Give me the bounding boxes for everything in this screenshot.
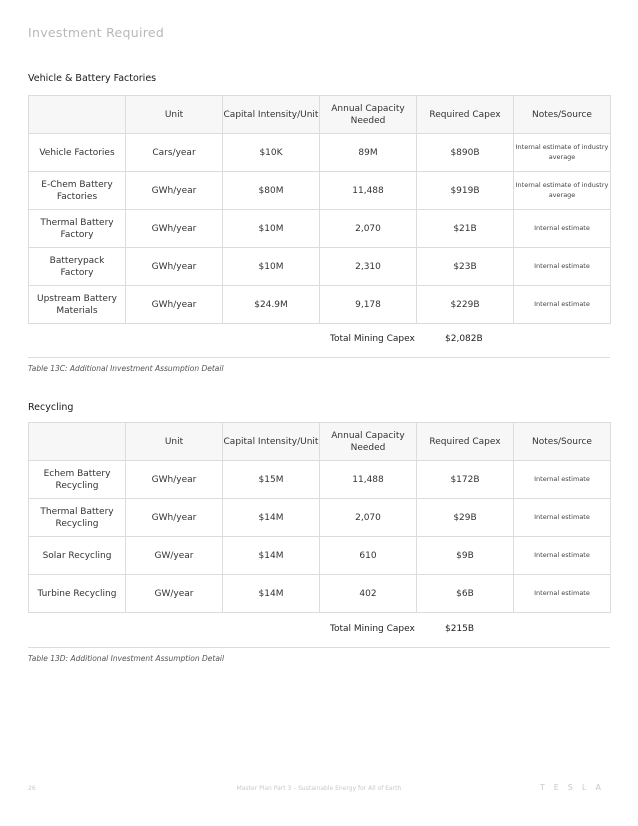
- row-label: Thermal Battery Factory: [29, 210, 126, 248]
- annual-capacity-cell: 11,488: [320, 461, 417, 499]
- annual-capacity-cell: 2,070: [320, 210, 417, 248]
- capital-intensity-cell: $10M: [223, 210, 320, 248]
- required-capex-cell: $23B: [417, 248, 514, 286]
- table-row: [29, 172, 611, 210]
- required-capex-cell: $172B: [417, 461, 514, 499]
- required-capex-cell: $21B: [417, 210, 514, 248]
- required-capex-cell: $890B: [417, 134, 514, 172]
- unit-cell: GWh/year: [126, 210, 223, 248]
- notes-cell: Internal estimate of industry average: [514, 172, 611, 210]
- capital-intensity-cell: $10M: [223, 248, 320, 286]
- annual-capacity-cell: 11,488: [320, 172, 417, 210]
- total-value: $215B: [445, 624, 475, 634]
- header-cell: Required Capex: [417, 423, 514, 461]
- capital-intensity-cell: $10K: [223, 134, 320, 172]
- header-cell: Notes/Source: [514, 423, 611, 461]
- required-capex-cell: $229B: [417, 286, 514, 324]
- total-label: Total Mining Capex: [330, 624, 415, 634]
- capital-intensity-cell: $14M: [223, 499, 320, 537]
- table-row: [29, 461, 611, 499]
- notes-cell: Internal estimate: [514, 210, 611, 248]
- factories-table: [28, 95, 611, 324]
- table-row: [29, 210, 611, 248]
- notes-cell: Internal estimate: [514, 248, 611, 286]
- header-cell: Notes/Source: [514, 96, 611, 134]
- capital-intensity-cell: $14M: [223, 575, 320, 613]
- unit-cell: GWh/year: [126, 499, 223, 537]
- row-label: Batterypack Factory: [29, 248, 126, 286]
- header-cell: [29, 96, 126, 134]
- header-cell: Capital Intensity/Unit: [223, 96, 320, 134]
- page-number: 26: [28, 785, 36, 792]
- row-label: Thermal Battery Recycling: [29, 499, 126, 537]
- unit-cell: GWh/year: [126, 286, 223, 324]
- annual-capacity-cell: 89M: [320, 134, 417, 172]
- capital-intensity-cell: $14M: [223, 537, 320, 575]
- notes-cell: Internal estimate: [514, 461, 611, 499]
- row-label: Vehicle Factories: [29, 134, 126, 172]
- header-cell: [29, 423, 126, 461]
- unit-cell: GWh/year: [126, 461, 223, 499]
- unit-cell: GWh/year: [126, 172, 223, 210]
- table-row: [29, 575, 611, 613]
- unit-cell: GW/year: [126, 537, 223, 575]
- total-row: [28, 610, 610, 648]
- table-header-row: [29, 96, 611, 134]
- section-title-factories: Vehicle & Battery Factories: [28, 73, 157, 84]
- capital-intensity-cell: $24.9M: [223, 286, 320, 324]
- header-cell: Required Capex: [417, 96, 514, 134]
- table-row: [29, 248, 611, 286]
- unit-cell: Cars/year: [126, 134, 223, 172]
- footer-text: Master Plan Part 3 – Sustainable Energy for All of Earth: [236, 785, 402, 792]
- annual-capacity-cell: 402: [320, 575, 417, 613]
- capital-intensity-cell: $15M: [223, 461, 320, 499]
- unit-cell: GW/year: [126, 575, 223, 613]
- table-caption: Table 13C: Additional Investment Assumption Detail: [28, 364, 224, 373]
- row-label: Turbine Recycling: [29, 575, 126, 613]
- section-title-recycling: Recycling: [28, 402, 74, 413]
- table-row: [29, 499, 611, 537]
- table-caption: Table 13D: Additional Investment Assumption Detail: [28, 654, 225, 663]
- required-capex-cell: $919B: [417, 172, 514, 210]
- annual-capacity-cell: 2,310: [320, 248, 417, 286]
- header-cell: Unit: [126, 96, 223, 134]
- page-title: Investment Required: [28, 25, 165, 40]
- row-label: Echem Battery Recycling: [29, 461, 126, 499]
- row-label: Solar Recycling: [29, 537, 126, 575]
- capital-intensity-cell: $80M: [223, 172, 320, 210]
- required-capex-cell: $6B: [417, 575, 514, 613]
- annual-capacity-cell: 2,070: [320, 499, 417, 537]
- total-label: Total Mining Capex: [330, 334, 415, 344]
- total-value: $2,082B: [445, 334, 483, 344]
- notes-cell: Internal estimate: [514, 286, 611, 324]
- total-row: [28, 320, 610, 358]
- notes-cell: Internal estimate: [514, 499, 611, 537]
- row-label: E-Chem Battery Factories: [29, 172, 126, 210]
- required-capex-cell: $9B: [417, 537, 514, 575]
- annual-capacity-cell: 9,178: [320, 286, 417, 324]
- header-cell: Annual Capacity Needed: [320, 423, 417, 461]
- required-capex-cell: $29B: [417, 499, 514, 537]
- annual-capacity-cell: 610: [320, 537, 417, 575]
- header-cell: Capital Intensity/Unit: [223, 423, 320, 461]
- unit-cell: GWh/year: [126, 248, 223, 286]
- header-cell: Unit: [126, 423, 223, 461]
- table-header-row: [29, 423, 611, 461]
- notes-cell: Internal estimate of industry average: [514, 134, 611, 172]
- notes-cell: Internal estimate: [514, 537, 611, 575]
- recycling-table: [28, 422, 611, 613]
- tesla-logo: TESLA: [539, 783, 610, 792]
- table-row: [29, 286, 611, 324]
- notes-cell: Internal estimate: [514, 575, 611, 613]
- table-row: [29, 134, 611, 172]
- row-label: Upstream Battery Materials: [29, 286, 126, 324]
- header-cell: Annual Capacity Needed: [320, 96, 417, 134]
- table-row: [29, 537, 611, 575]
